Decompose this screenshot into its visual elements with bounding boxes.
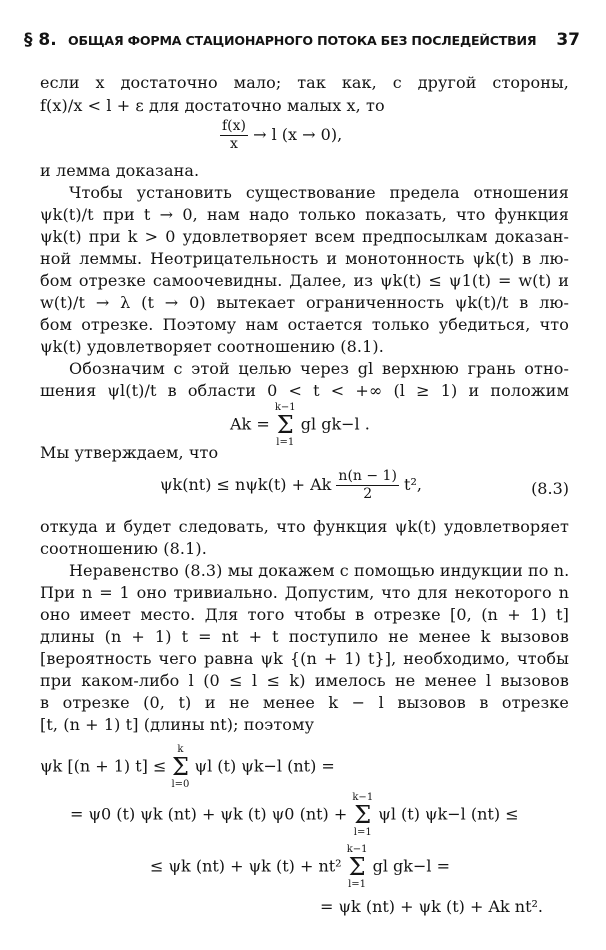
text-line: ной леммы. Неотрицательность и монотонность ψk(t) в лю-: [40, 249, 569, 268]
text-line: оно имеет место. Для того чтобы в отрезке [0, (n + 1) t]: [40, 605, 569, 624]
text-line: Неравенство (8.3) мы докажем с помощью индукции по n.: [69, 561, 570, 580]
text-line: ψk(t) при k > 0 удовлетворяет всем предпосылкам доказан-: [40, 227, 569, 246]
denominator: 2: [363, 486, 373, 502]
formula-limit: [220, 118, 342, 153]
text-line: ψk(t) удовлетворяет соотношению (8.1).: [40, 337, 384, 356]
sum-lower: l=1: [353, 827, 372, 838]
summation: [352, 792, 373, 838]
summation: [171, 744, 189, 790]
sigma-symbol: Σ: [348, 853, 366, 881]
fraction: [220, 118, 248, 153]
text-line: Чтобы установить существование предела отношения: [69, 183, 569, 202]
page-number: 37: [556, 30, 580, 50]
sum-upper: k−1: [352, 792, 374, 803]
sum-lower: l=1: [276, 437, 295, 448]
text-line: При n = 1 оно тривиально. Допустим, что для некоторого n: [40, 583, 569, 602]
sigma-symbol: Σ: [354, 801, 372, 829]
sum-lower: l=0: [171, 779, 190, 790]
formula-rest: t²,: [404, 475, 422, 494]
text-line: бом отрезке самоочевидны. Далее, из ψk(t) ≤ ψ1(t) = w(t) и: [40, 271, 569, 290]
formula-8-3: [160, 468, 422, 503]
formula-rest: → l (x → 0),: [253, 125, 343, 144]
sum-upper: k−1: [274, 402, 296, 413]
text-line: длины (n + 1) t = nt + t поступило не менее k вызовов: [40, 627, 569, 646]
sum-upper: k−1: [346, 844, 368, 855]
text-line: бом отрезке. Поэтому нам остается только убедиться, что: [40, 315, 569, 334]
equation-line-2: [70, 792, 519, 838]
summation: [347, 844, 368, 890]
equation-line-3: [150, 844, 450, 890]
sum-upper: k: [177, 744, 184, 755]
equation-rhs: gl gk−l =: [372, 856, 450, 876]
sigma-symbol: Σ: [171, 753, 189, 781]
denominator: x: [230, 136, 238, 152]
formula-rhs: gl gk−l .: [300, 414, 370, 434]
equation-lhs: = ψ0 (t) ψk (nt) + ψk (t) ψ0 (nt) +: [70, 804, 348, 824]
formula-lhs: Ak =: [230, 414, 270, 434]
sigma-symbol: Σ: [276, 411, 294, 439]
text-line: и лемма доказана.: [40, 161, 200, 180]
numerator: n(n − 1): [338, 468, 397, 484]
equation-line-1: [40, 744, 335, 790]
numerator: f(x): [222, 118, 247, 134]
formula-lhs: ψk(nt) ≤ nψk(t) + Ak: [160, 475, 332, 494]
equation-line-4: = ψk (nt) + ψk (t) + Ak nt².: [320, 897, 544, 916]
running-header: [24, 30, 580, 56]
section-number: § 8.: [24, 30, 57, 50]
equation-rhs: ψl (t) ψk−l (nt) =: [194, 756, 335, 776]
text-line: f(x)/x < l + ε для достаточно малых x, то: [40, 96, 385, 115]
text-line: w(t)/t → λ (t → 0) вытекает ограниченность ψk(t)/t в лю-: [40, 293, 569, 312]
text-line: шения ψl(t)/t в области 0 < t < +∞ (l ≥ 1) и положим: [40, 381, 569, 400]
text-line: при каком-либо l (0 ≤ l ≤ k) имелось не менее l вызовов: [40, 671, 569, 690]
header-title: ОБЩАЯ ФОРМА СТАЦИОНАРНОГО ПОТОКА БЕЗ ПОСЛЕДЕЙСТВИЯ: [68, 33, 537, 48]
sum-lower: l=1: [348, 879, 367, 890]
text-line: [вероятность чего равна ψk {(n + 1) t}], необходимо, чтобы: [40, 649, 569, 668]
text-line: в отрезке (0, t) и не менее k − l вызовов в отрезке: [40, 693, 569, 712]
text-line: откуда и будет следовать, что функция ψk(t) удовлетворяет: [40, 517, 569, 536]
text-line: Обозначим с этой целью через gl верхнюю грань отно-: [69, 359, 569, 378]
text-line: если x достаточно мало; так как, с другой стороны,: [40, 73, 569, 92]
text-line: соотношению (8.1).: [40, 539, 207, 558]
text-line: Мы утверждаем, что: [40, 443, 219, 462]
equation-number: (8.3): [531, 479, 569, 498]
fraction: [336, 468, 399, 503]
text-line: ψk(t)/t при t → 0, нам надо только показать, что функция: [40, 205, 569, 224]
equation-lhs: ψk [(n + 1) t] ≤: [40, 756, 167, 776]
equation-lhs: ≤ ψk (nt) + ψk (t) + nt²: [150, 856, 342, 876]
equation-rhs: ψl (t) ψk−l (nt) ≤: [378, 804, 519, 824]
text-line: [t, (n + 1) t] (длины nt); поэтому: [40, 715, 315, 734]
